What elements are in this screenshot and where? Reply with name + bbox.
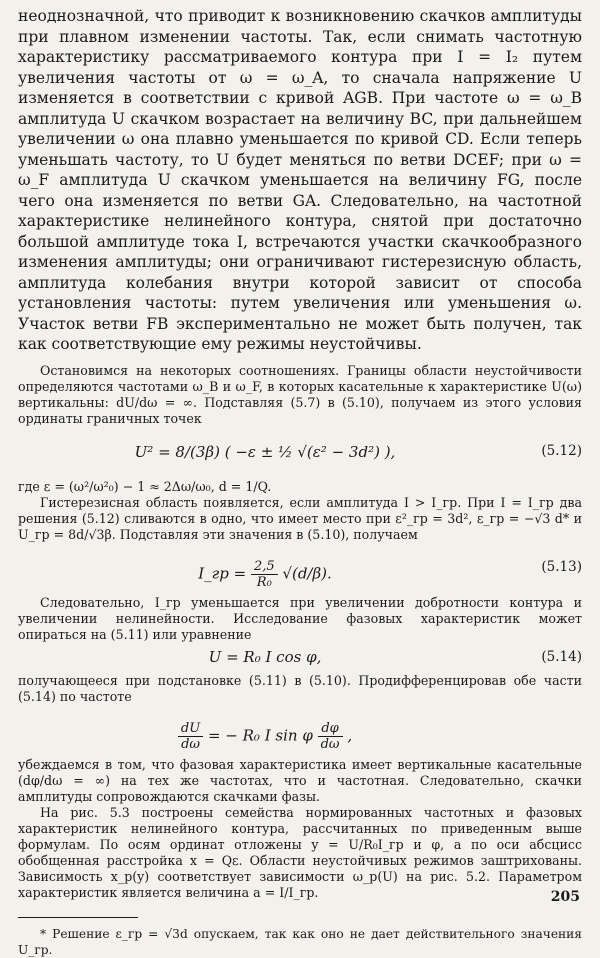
derivative-middle: = − R₀ I sin φ [207,726,313,744]
equation-5-12-number: (5.12) [541,442,582,459]
page-body [18,6,582,958]
paragraph-threshold: Гистерезисная область появляется, если амплитуда I > I_гр. При I = I_гр два решения (5.12) сливаются в одно, что имеет место при ε²_гр = 3d², ε_гр = −√3 d* и U_гр = 8d/√3β. Подставляя эти значения в (5.10), получаем [18,494,582,542]
derivative-dphi-dw [318,721,343,752]
derivative-dw-2: dω [320,736,340,752]
paragraph-hysteresis: неоднозначной, что приводит к возникновению скачков амплитуды при плавном изменении частоты. Так, если снимать частотную характеристику рассматриваемого контура при I = I₂ путем увеличения частоты от ω = ω_A, то сначала напряжение U изменяется в соответствии с кривой AGB. При частоте ω = ω_B амплитуда U скачком возрастает на величину BC, при дальнейшем увеличении ω она плавно уменьшается по кривой CD. Если теперь уменьшать частоту, то U будет меняться по ветви DCEF; при ω = ω_F амплитуда U скачком уменьшается на величину FG, после чего она изменяется по ветви GA. Следовательно, на частотной характеристике нелинейного контура, снятой при достаточно большой амплитуде тока I, встречаются участки скачкообразного изменения амплитуды; они ограничивают гистерезисную область, амплитуда колебания внутри которой зависит от способа установления частоты: путем увеличения или уменьшения ω. Участок ветви FB экспериментально не может быть получен, так как соответствующие ему режимы неустойчивы. [18,7,582,353]
equation-5-12-body: U² = 8/(3β) ( −ε ± ½ √(ε² − 3d²) ), [134,442,396,461]
paragraph-consequence: Следовательно, I_гр уменьшается при увеличении добротности контура и увеличении нелинейности. Исследование фазовых характеристик может опираться на (5.11) или уравнение [18,594,582,642]
footnote: * Решение ε_гр = √3d опускаем, так как оно не дает действительного значения U_гр. [18,926,582,957]
derivative-dw-1: dω [181,736,200,752]
footnote-rule [18,917,138,918]
derivative-dphi: dφ [318,721,343,737]
equation-5-13-number: (5.13) [541,558,582,575]
paragraph-figure-5-3: На рис. 5.3 построены семейства нормированных частотных и фазовых характеристик нелинейного контура, рассчитанных по приведенным выше формулам. По осям ординат отложены y = U/R₀I_гр и φ, а по оси абсцисс обобщенная расстройка x = Qε. Области неустойчивых режимов заштрихованы. Зависимость x_p(y) соответствует зависимости ω_p(U) на рис. 5.2. Параметром характеристик является величина a = I/I_гр. [18,804,582,900]
equation-5-13-numerator: 2,5 [251,559,278,575]
paragraph-epsilon-def: где ε = (ω²/ω²₀) − 1 ≈ 2Δω/ω₀, d = 1/Q. [18,478,272,494]
equation-5-13-fraction [251,559,278,590]
paragraph-differentiate: получающееся при подстановке (5.11) в (5.10). Продифференцировав обе части (5.14) по частоте [18,672,582,704]
equation-5-14-number: (5.14) [541,648,582,665]
equation-5-13-lhs: I_гр = [198,564,247,582]
equation-5-14-body: U = R₀ I cos φ, [208,647,322,666]
equation-derivative [18,705,582,757]
equation-5-13-radical: √(d/β). [282,564,332,582]
equation-5-13-denominator: R₀ [256,574,272,590]
paragraph-boundaries: Остановимся на некоторых соотношениях. Границы области неустойчивости определяются частотами ω_B и ω_F, в которых касательные к характеристике U(ω) вертикальны: dU/dω = ∞. Подставляя (5.7) в (5.10), получаем из этого условия ординаты граничных точек [18,362,582,426]
equation-5-13 [18,543,582,595]
derivative-du: dU [178,721,203,737]
derivative-du-dw [178,721,203,752]
paragraph-phase: убеждаемся в том, что фазовая характеристика имеет вертикальные касательные (dφ/dω = ∞) на тех же частотах, что и частотная. Следовательно, скачки амплитуды сопровождаются скачками фазы. [18,756,582,804]
equation-5-12 [18,427,582,479]
derivative-tail: , [347,726,353,744]
equation-5-14 [18,643,582,673]
page-number: 205 [550,889,580,905]
